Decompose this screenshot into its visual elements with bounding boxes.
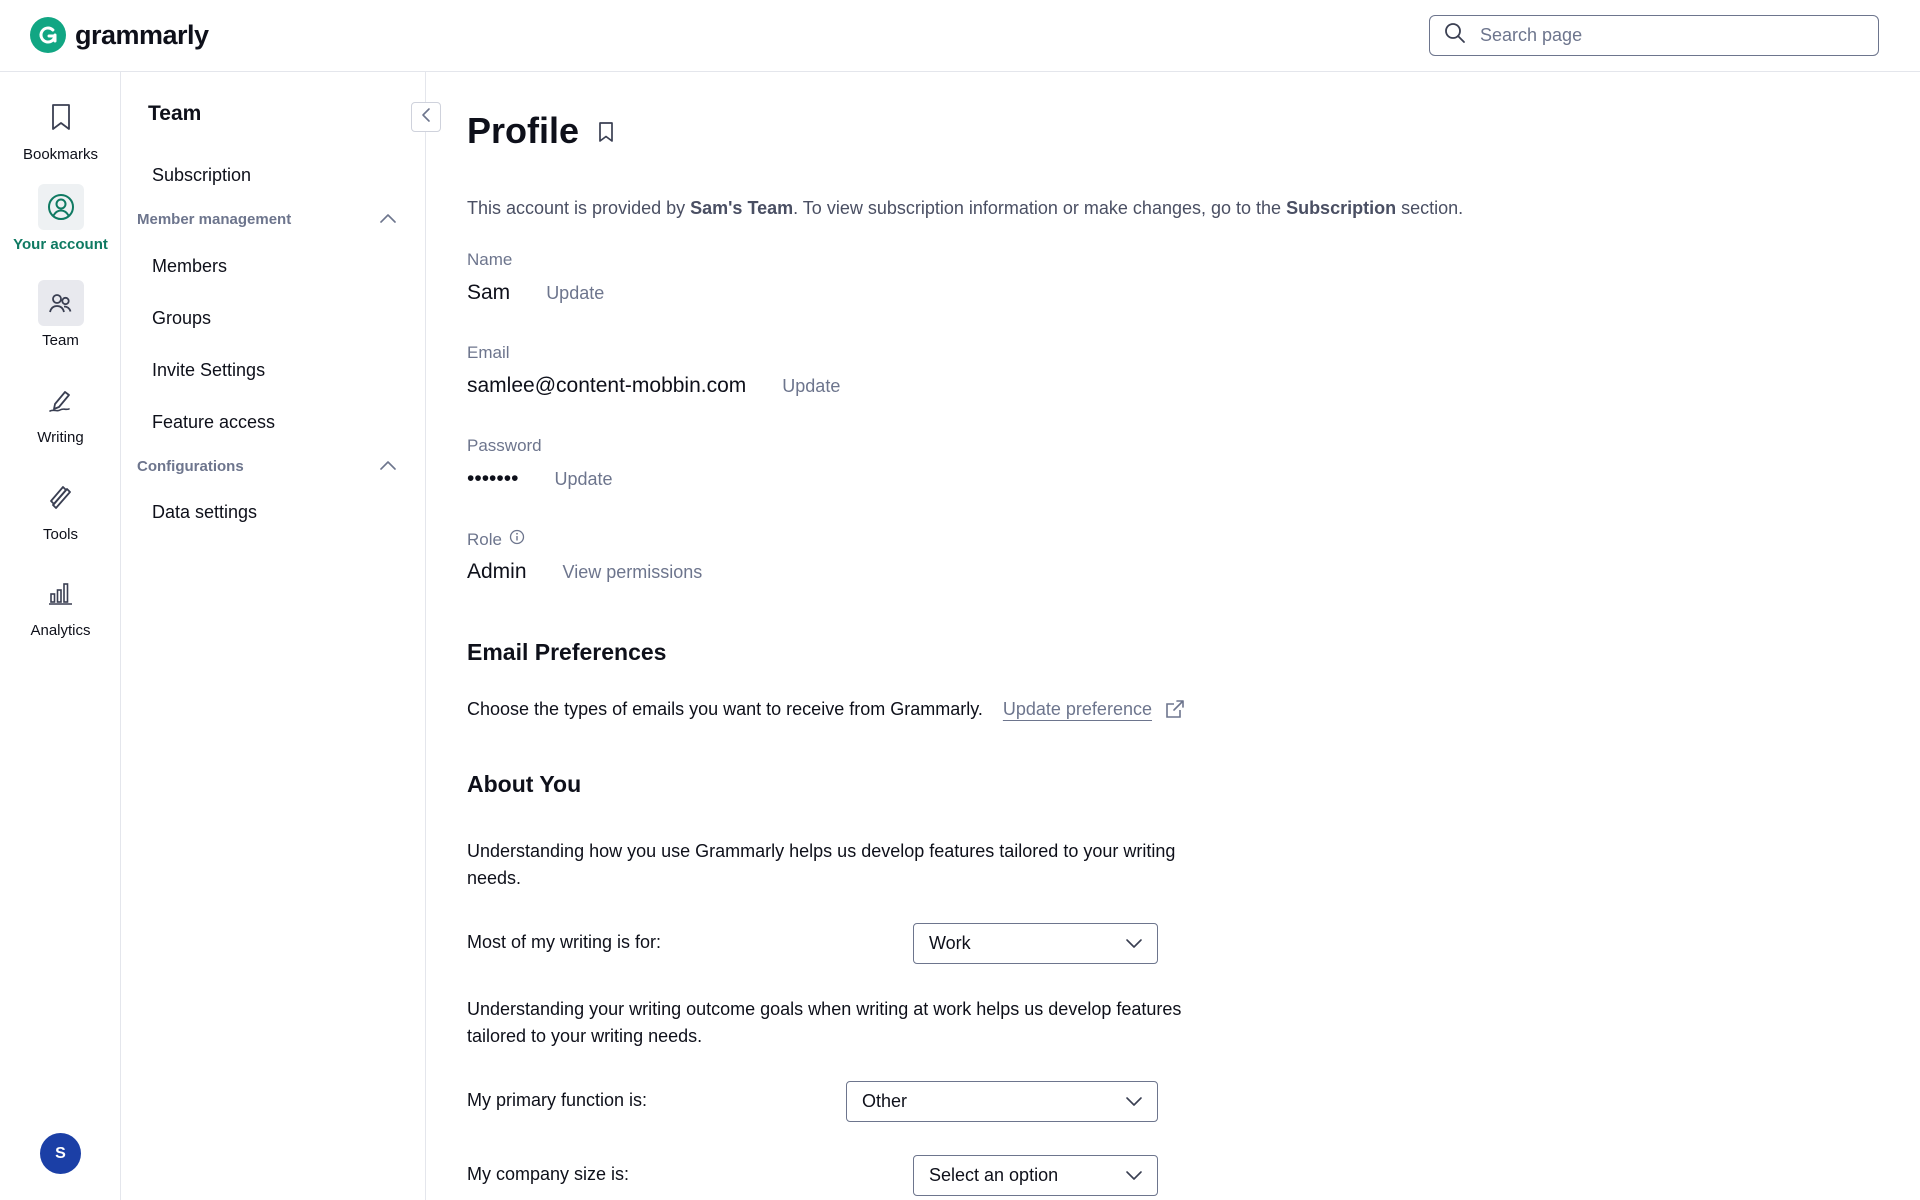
label-text: Name bbox=[467, 250, 513, 269]
writing-for-label: Most of my writing is for: bbox=[467, 932, 662, 952]
chevron-left-icon bbox=[420, 107, 432, 128]
select-value: Work bbox=[929, 933, 971, 953]
update-email-button[interactable]: Update bbox=[782, 376, 841, 396]
about-intro-text: Understanding how you use Grammarly helps us develop features tailored to your writing needs. bbox=[467, 841, 1176, 888]
primary-function-label: My primary function is: bbox=[467, 1090, 648, 1110]
analytics-icon bbox=[38, 570, 84, 616]
email-row bbox=[467, 374, 840, 398]
subnav-item-subscription[interactable]: Subscription bbox=[152, 165, 252, 185]
subnav-item-groups[interactable]: Groups bbox=[152, 308, 212, 328]
notice-text: . To view subscription information or make changes, go to the bbox=[793, 198, 1287, 218]
email-label bbox=[467, 343, 510, 363]
grammarly-logo[interactable] bbox=[30, 17, 209, 53]
group-label: Member management bbox=[137, 211, 292, 228]
rail-item-your-account[interactable] bbox=[0, 184, 121, 253]
update-preference-link[interactable]: Update preference bbox=[1002, 698, 1152, 719]
subnav-item-invite-settings[interactable]: Invite Settings bbox=[152, 360, 266, 380]
search-icon bbox=[1444, 22, 1466, 49]
page-title-text: Profile bbox=[467, 110, 580, 151]
team-icon bbox=[38, 280, 84, 326]
tools-icon bbox=[38, 474, 84, 520]
email-preferences-title: Email Preferences bbox=[467, 639, 667, 665]
rail-label: Your account bbox=[13, 236, 108, 253]
writing-for-select[interactable] bbox=[913, 923, 1158, 964]
bookmark-icon[interactable] bbox=[597, 110, 615, 152]
rail-label: Tools bbox=[42, 526, 79, 543]
chevron-up-icon bbox=[379, 458, 397, 475]
notice-team-name: Sam's Team bbox=[690, 198, 794, 218]
rail-label: Team bbox=[42, 332, 79, 349]
select-value: Select an option bbox=[929, 1165, 1059, 1185]
chevron-down-icon bbox=[1125, 933, 1143, 954]
subnav-group-configurations[interactable] bbox=[137, 458, 397, 475]
role-value: Admin bbox=[467, 560, 527, 583]
select-value: Other bbox=[862, 1091, 908, 1111]
search-input[interactable] bbox=[1480, 25, 1860, 46]
avatar[interactable]: S bbox=[40, 1133, 81, 1174]
primary-function-select[interactable] bbox=[846, 1081, 1158, 1122]
page-title bbox=[467, 110, 615, 152]
top-header bbox=[0, 0, 1920, 72]
external-link-icon[interactable] bbox=[1164, 698, 1186, 720]
subnav-item-data-settings[interactable]: Data settings bbox=[152, 502, 258, 522]
rail-item-tools[interactable] bbox=[0, 474, 121, 543]
email-value: samlee@content-mobbin.com bbox=[467, 374, 747, 397]
pen-icon bbox=[38, 377, 84, 423]
subnav-item-members[interactable]: Members bbox=[152, 256, 228, 276]
company-size-label: My company size is: bbox=[467, 1164, 630, 1184]
name-label bbox=[467, 250, 512, 270]
notice-text: section. bbox=[1396, 198, 1464, 218]
notice-subscription-link[interactable]: Subscription bbox=[1286, 198, 1397, 218]
password-value: ••••••• bbox=[467, 467, 519, 490]
view-permissions-button[interactable]: View permissions bbox=[562, 562, 703, 582]
email-preferences-text: Choose the types of emails you want to receive from Grammarly. bbox=[467, 698, 983, 719]
label-text: Password bbox=[467, 436, 542, 455]
chevron-down-icon bbox=[1125, 1165, 1143, 1186]
name-row bbox=[467, 281, 604, 305]
role-label bbox=[467, 529, 525, 550]
password-label bbox=[467, 436, 542, 456]
subnav-group-member-management[interactable] bbox=[137, 211, 397, 228]
rail-item-team[interactable] bbox=[0, 280, 121, 349]
update-name-button[interactable]: Update bbox=[546, 283, 605, 303]
rail-label: Bookmarks bbox=[22, 146, 99, 163]
group-label: Configurations bbox=[137, 458, 244, 475]
label-text: Role bbox=[467, 529, 502, 549]
rail-label: Writing bbox=[37, 429, 84, 446]
primary-nav-rail bbox=[0, 72, 121, 1200]
email-preferences-row bbox=[467, 698, 1186, 720]
password-row bbox=[467, 467, 613, 491]
chevron-down-icon bbox=[1125, 1091, 1143, 1112]
account-notice bbox=[467, 198, 1463, 219]
grammarly-g-icon bbox=[30, 17, 66, 53]
collapse-sidebar-button[interactable] bbox=[411, 102, 441, 132]
role-row bbox=[467, 560, 702, 584]
company-size-select[interactable] bbox=[913, 1155, 1158, 1196]
name-value: Sam bbox=[467, 281, 511, 304]
user-circle-icon bbox=[38, 184, 84, 230]
about-you-title: About You bbox=[467, 771, 582, 797]
rail-item-bookmarks[interactable] bbox=[0, 94, 121, 163]
rail-label: Analytics bbox=[30, 622, 91, 639]
rail-item-analytics[interactable] bbox=[0, 570, 121, 639]
subnav-item-feature-access[interactable]: Feature access bbox=[152, 412, 276, 432]
info-icon[interactable] bbox=[509, 529, 525, 550]
rail-item-writing[interactable] bbox=[0, 377, 121, 446]
notice-text: This account is provided by bbox=[467, 198, 691, 218]
subnav-title: Team bbox=[148, 102, 202, 125]
goals-text: Understanding your writing outcome goals when writing at work helps us develop features tailored to your writing needs. bbox=[467, 999, 1182, 1046]
search-box[interactable] bbox=[1429, 15, 1879, 56]
team-subnav bbox=[122, 72, 426, 1200]
bookmark-icon bbox=[38, 94, 84, 140]
chevron-up-icon bbox=[379, 211, 397, 228]
label-text: Email bbox=[467, 343, 510, 362]
update-password-button[interactable]: Update bbox=[554, 469, 613, 489]
logo-text: grammarly bbox=[75, 19, 209, 50]
